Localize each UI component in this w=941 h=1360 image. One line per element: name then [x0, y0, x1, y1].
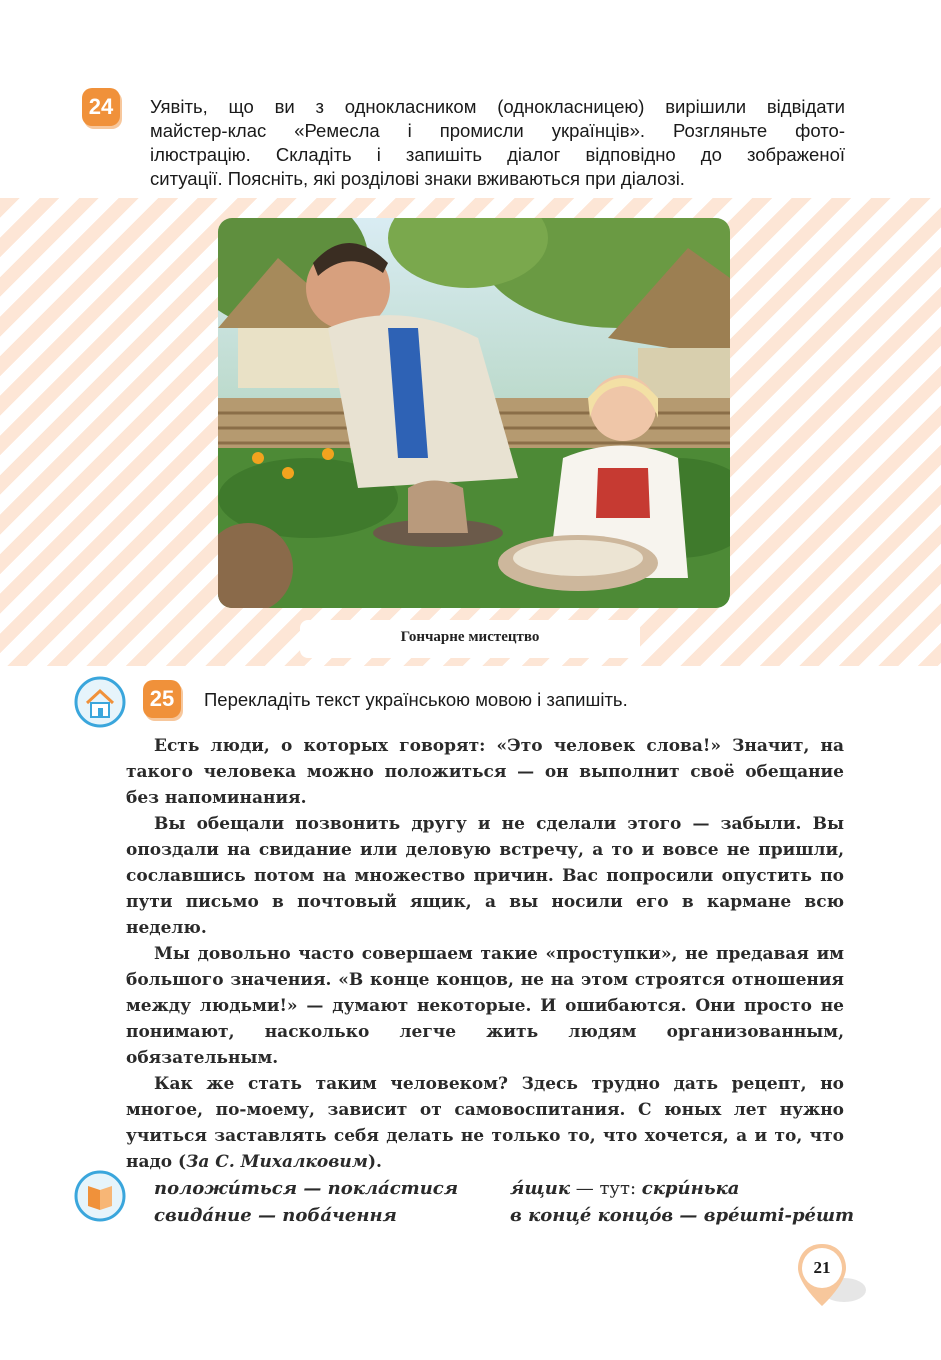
task-24-text: [150, 95, 845, 191]
task-24-line: ілюстрацію. Складіть і запишіть діалог відповідно до зображеної: [150, 144, 845, 165]
house-icon: [74, 676, 126, 733]
task-number: 25: [149, 686, 175, 711]
task-24-line: майстер-клас «Ремесла і промисли українців». Розгляньте фото-: [150, 120, 845, 141]
text-paragraph-end: ).: [367, 1152, 382, 1172]
vocabulary-word: я́щик: [510, 1178, 571, 1199]
text-paragraph: [126, 1071, 844, 1175]
vocabulary-entry: свида́ние — поба́чення: [154, 1205, 397, 1226]
vocabulary-entry: положи́ться — покла́стися: [154, 1178, 459, 1199]
page-number: 21: [813, 1258, 831, 1277]
book-icon: [74, 1170, 126, 1227]
vocabulary-right: [510, 1175, 854, 1229]
vocabulary-entry: [510, 1175, 854, 1202]
text-paragraph: Вы обещали позвонить другу и не сделали этого — забыли. Вы опоздали на свидание или деловую встречу, а то и вовсе не пришли, сославшись потом на множество причин. Вас попросили опустить по пути письмо в почтовый ящик, а вы носили его в кармане всю неделю.: [126, 814, 844, 938]
translation-text: [126, 733, 844, 1175]
text-paragraph-main: Как же стать таким человеком? Здесь трудно дать рецепт, но многое, по-моему, зависит от самовоспитания. С юных лет нужно учиться заставлять себя делать не только то, что хочется, а и то, что надо (: [126, 1074, 844, 1172]
vocabulary-translation: скри́нька: [641, 1178, 740, 1199]
vocabulary-entry: в концé концо́в — врéшті-рéшт: [510, 1205, 855, 1226]
task-24-line: ситуації. Поясніть, які розділові знаки вживаються при діалозі.: [150, 168, 685, 189]
text-paragraph: Мы довольно часто совершаем такие «проступки», не предавая им большого значения. «В конце концов, не на этом строятся отношения между людьми!» — думают некоторые. И ошибаются. Они просто не понимают, насколько легче жить людям организованным, обязательным.: [126, 944, 844, 1068]
photo-caption: Гончарне мистецтво: [400, 629, 540, 645]
vocabulary-left: [154, 1175, 458, 1229]
task-25-instruction: Перекладіть текст українською мовою і запишіть.: [204, 689, 628, 710]
pottery-photo: [218, 218, 730, 608]
task-number-badge: [82, 88, 120, 126]
task-24-line: Уявіть, що ви з однокласником (однокласницею) вирішили відвідати: [150, 96, 845, 117]
task-number: 24: [88, 94, 114, 119]
vocabulary-note: — тут:: [570, 1178, 642, 1199]
task-number-badge: [143, 680, 181, 718]
page-number-pin: [796, 1240, 872, 1320]
text-paragraph: Есть люди, о которых говорят: «Это человек слова!» Значит, на такого человека можно положиться — он выполнит своё обещание без напоминания.: [126, 736, 844, 808]
text-source: За С. Михалковим: [186, 1152, 368, 1172]
